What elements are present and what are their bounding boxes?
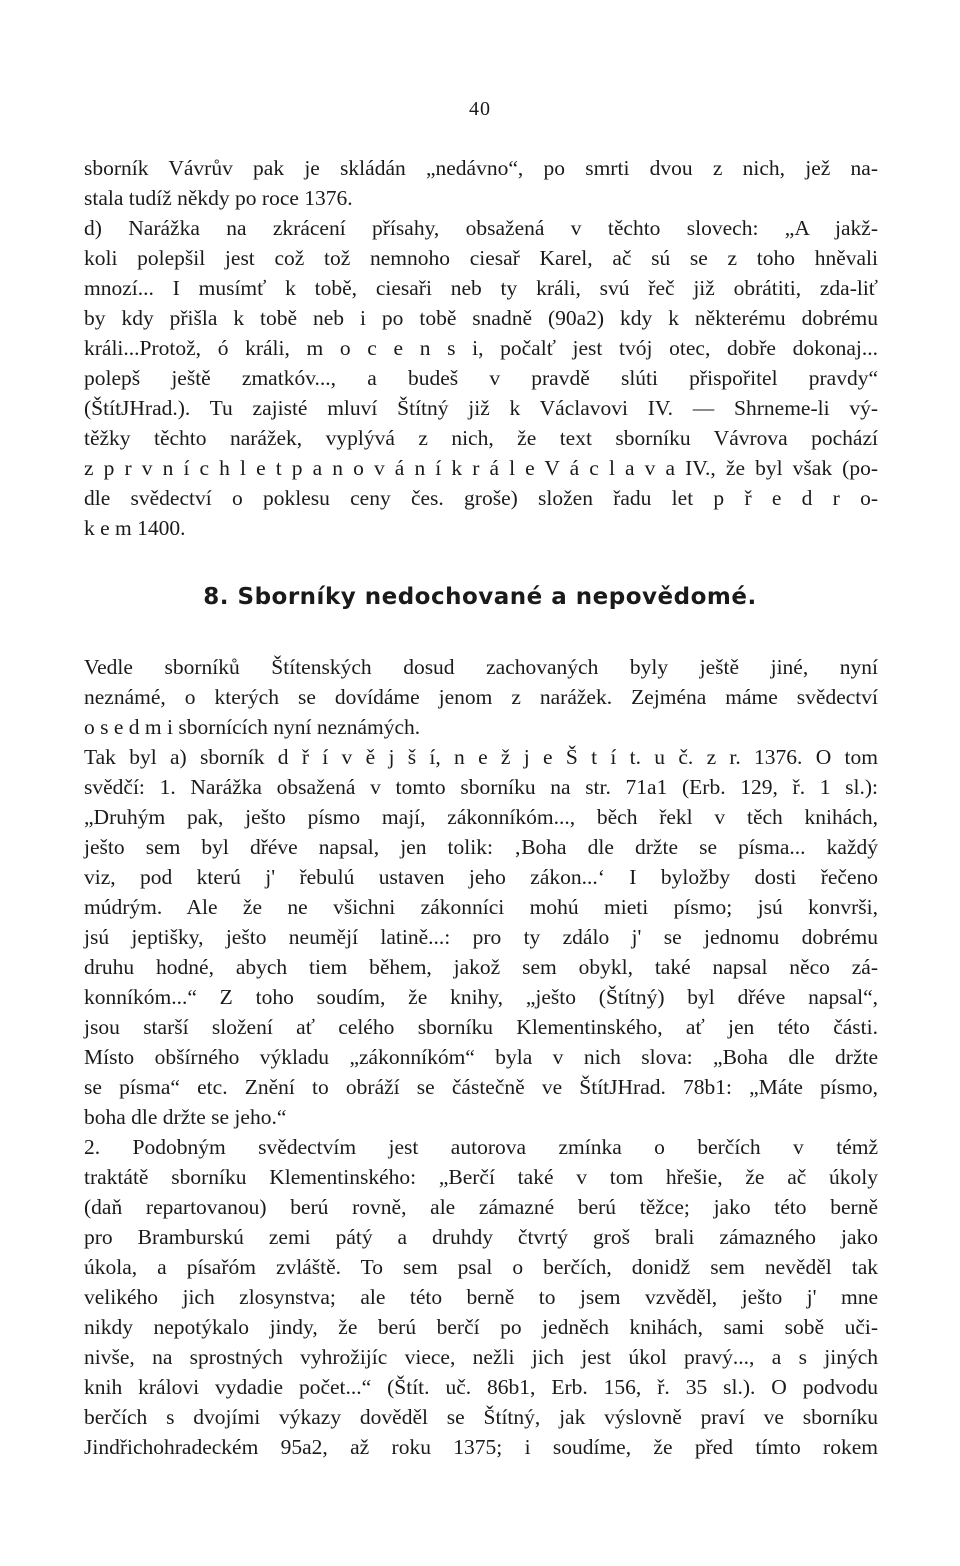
text-line: múdrým. Ale že ne všichni zákonníci mohú mieti písmo; jsú konvrši,	[84, 895, 878, 919]
text-line: z p r v n í c h l e t p a n o v á n í k r á l e V á c l a v a IV., že byl však (po-	[84, 456, 878, 480]
text-line: by kdy přišla k tobě neb i po tobě snadně (90a2) kdy k některému dobrému	[84, 306, 878, 330]
text-line: svědčí: 1. Narážka obsažená v tomto sborníku na str. 71a1 (Erb. 129, ř. 1 sl.):	[84, 775, 878, 799]
text-line: sborník Vávrův pak je skládán „nedávno“, po smrti dvou z nich, jež na-	[84, 156, 878, 180]
text-line: pro Bramburskú zemi pátý a druhdy čtvrtý groš brali zámazného jako	[84, 1225, 878, 1249]
text-line: se písma“ etc. Znění to obráží se částečně ve ŠtítJHrad. 78b1: „Máte písmo,	[84, 1075, 878, 1099]
text-line: jsou starší složení ať celého sborníku Klementinského, ať jen této části.	[84, 1015, 878, 1039]
text-line: (ŠtítJHrad.). Tu zajisté mluví Štítný již k Václavovi IV. — Shrneme-li vý-	[84, 396, 878, 420]
text-line: ješto sem byl dřéve napsal, jen tolik: ‚Boha dle držte se písma... každý	[84, 835, 878, 859]
text-line: berčích s dvojími výkazy dověděl se Štítný, jak výslovně praví ve sborníku	[84, 1405, 878, 1429]
text-line: jsú jeptišky, ješto neumějí latině...: pro ty zdálo j' se jednomu dobrému	[84, 925, 878, 949]
text-line: (daň repartovanou) berú rovně, ale zámazné berú těžce; jako této berně	[84, 1195, 878, 1219]
text-line: polepš ještě zmatkóv..., a budeš v pravdě slúti přispořitel pravdy“	[84, 366, 878, 390]
text-line: těžky těchto narážek, vyplývá z nich, že text sborníku Vávrova pochází	[84, 426, 878, 450]
text-line: „Druhým pak, ješto písmo mají, zákonníkóm..., běch řekl v těch knihách,	[84, 805, 878, 829]
text-line: nivše, na sprostných vyhrožijíc viece, nežli jich jest úkol pravý..., a s jiných	[84, 1345, 878, 1369]
text-line: k e m 1400.	[84, 516, 186, 540]
text-line: Tak byl a) sborník d ř í v ě j š í, n e ž j e Š t í t. u č. z r. 1376. O tom	[84, 745, 878, 769]
text-line: d) Narážka na zkrácení přísahy, obsažená v těchto slovech: „A jakž-	[84, 216, 878, 240]
text-line: konníkóm...“ Z toho soudím, že knihy, „ješto (Štítný) byl dřéve napsal“,	[84, 985, 878, 1009]
text-line: dle svědectví o poklesu ceny čes. groše) složen řadu let p ř e d r o-	[84, 486, 878, 510]
text-line: druhu hodné, abych tiem během, jakož sem obykl, také napsal něco zá-	[84, 955, 878, 979]
text-line: knih královi vydadie počet...“ (Štít. uč. 86b1, Erb. 156, ř. 35 sl.). O podvodu	[84, 1375, 878, 1399]
text-line: 2. Podobným svědectvím jest autorova zmínka o berčích v témž	[84, 1135, 878, 1159]
text-line: neznámé, o kterých se dovídáme jenom z narážek. Zejména máme svědectví	[84, 685, 878, 709]
text-line: mnozí... I musímť k tobě, ciesaři neb ty králi, svú řeč již obrátiti, zda-liť	[84, 276, 878, 300]
text-line: viz, pod kterú j' řebulú ustaven jeho zákon...‘ I byložby dosti řečeno	[84, 865, 878, 889]
text-line: úkola, a písařóm zvláště. To sem psal o berčích, donidž sem nevěděl tak	[84, 1255, 878, 1279]
text-line: králi...Protož, ó králi, m o c e n s i, počalť jest tvój otec, dobře dokonaj...	[84, 336, 878, 360]
text-line: velikého jich zlosynstva; ale této berně to jsem vzvěděl, ješto j' mne	[84, 1285, 878, 1309]
text-line: Vedle sborníků Štítenských dosud zachovaných byly ještě jiné, nyní	[84, 655, 878, 679]
page-number: 40	[469, 98, 491, 120]
paragraph-block-bottom	[84, 652, 878, 1462]
paragraph-block-top	[84, 153, 878, 543]
text-line: Jindřichohradeckém 95a2, až roku 1375; i soudíme, že před tímto rokem	[84, 1435, 878, 1459]
text-line: nikdy nepotýkalo jindy, že berú berčí po jedněch knihách, sami sobě uči-	[84, 1315, 878, 1339]
text-line: stala tudíž někdy po roce 1376.	[84, 186, 353, 210]
text-line: traktátě sborníku Klementinského: „Berčí také v tom hřešie, že ač úkoly	[84, 1165, 878, 1189]
text-line: koli polepšil jest což tož nemnoho ciesař Karel, ač sú se z toho hněvali	[84, 246, 878, 270]
text-line: boha dle držte se jeho.“	[84, 1105, 287, 1129]
section-heading: 8. Sborníky nedochované a nepovědomé.	[203, 584, 757, 610]
text-line: o s e d m i sbornících nyní neznámých.	[84, 715, 421, 739]
text-line: Místo obšírného výkladu „zákonníkóm“ byla v nich slova: „Boha dle držte	[84, 1045, 878, 1069]
